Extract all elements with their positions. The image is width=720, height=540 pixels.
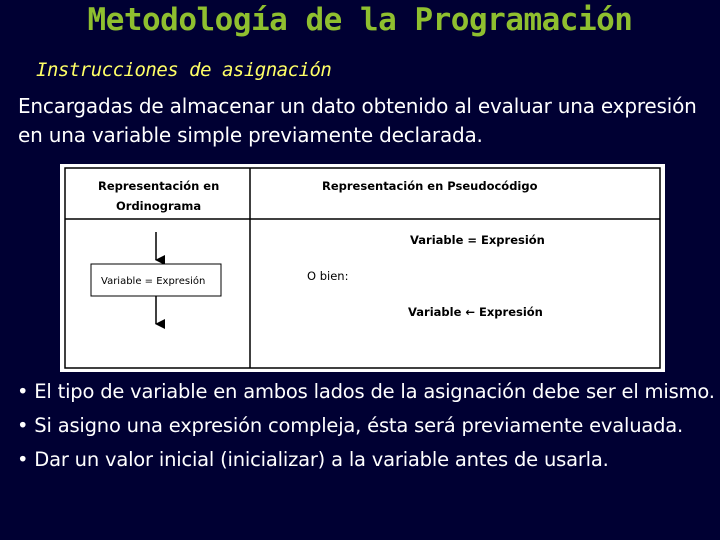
intro-paragraph: Encargadas de almacenar un dato obtenido al evaluar una expresión en una variable simple previamente declarada.	[18, 94, 697, 147]
slide-title: Metodología de la Programación	[87, 2, 633, 38]
flow-box-text: Variable = Expresión	[101, 276, 206, 287]
bullet-item: • El tipo de variable en ambos lados de la asignación debe ser el mismo.	[17, 380, 715, 403]
pseudo-line2: Variable ← Expresión	[408, 305, 543, 319]
assignment-table	[60, 164, 665, 372]
assignment-table-figure	[60, 164, 665, 372]
bullet-item: • Si asigno una expresión compleja, ésta será previamente evaluada.	[17, 414, 684, 437]
header-right: Representación en Pseudocódigo	[322, 179, 538, 193]
header-left-line1: Representación en	[98, 179, 220, 193]
or-label: O bien:	[307, 269, 349, 283]
bullet-item: • Dar un valor inicial (inicializar) a la variable antes de usarla.	[17, 448, 609, 471]
pseudo-line1: Variable = Expresión	[410, 233, 545, 247]
header-left-line2: Ordinograma	[116, 199, 202, 213]
slide-subtitle: Instrucciones de asignación	[36, 59, 332, 81]
bullet-list	[17, 378, 717, 480]
